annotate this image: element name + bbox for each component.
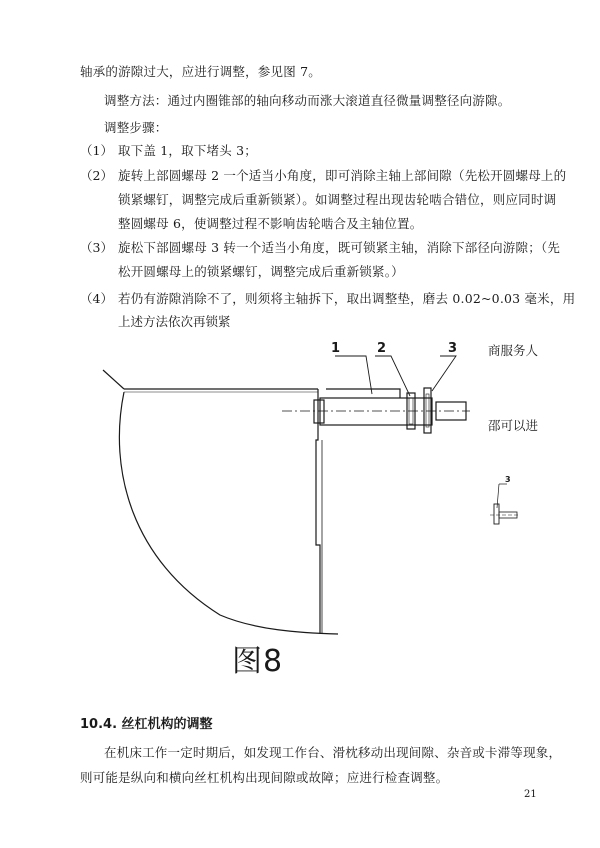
step1-number: （1） bbox=[80, 143, 113, 158]
shaft-end bbox=[436, 402, 466, 420]
step4-line1: 若仍有游隙消除不了，则须将主轴拆下，取出调整垫，磨去 0.02~0.03 毫米，用 bbox=[118, 291, 576, 306]
step3-line2: 松开圆螺母上的锁紧螺钉，调整完成后重新锁紧。） bbox=[118, 264, 404, 279]
nut-2 bbox=[407, 393, 415, 429]
label-3: 3 bbox=[448, 341, 458, 356]
inset-plug bbox=[494, 504, 499, 524]
step4-cut-line bbox=[118, 314, 538, 329]
label-1: 1 bbox=[331, 341, 341, 356]
step4-cut-text: 上述方法依次再锁紧 bbox=[118, 314, 231, 329]
side-text-top: 商服务人 bbox=[488, 343, 539, 358]
text-steps-title: 调整步骤： bbox=[104, 120, 168, 135]
housing-outline bbox=[119, 392, 338, 634]
shaft-body bbox=[320, 398, 432, 425]
section-para-line1: 在机床工作一定时期后，如发现工作台、滑枕移动出现间隙、杂音或卡滞等现象， bbox=[104, 745, 562, 760]
plug-3-inner bbox=[426, 394, 429, 427]
section-para-line2: 则可能是纵向和横向丝杠机构出现间隙或故障；应进行检查调整。 bbox=[80, 770, 449, 785]
housing-right-edge bbox=[316, 389, 320, 634]
inset-label: 3 bbox=[505, 475, 511, 484]
cap-outline bbox=[326, 389, 400, 398]
step3-number: （3） bbox=[80, 240, 113, 255]
step2-line2: 锁紧螺钉，调整完成后重新锁紧）。如调整过程出现齿轮啮合错位，则应同时调 bbox=[118, 192, 557, 207]
leader-2 bbox=[375, 356, 410, 396]
figure-caption: 图8 bbox=[232, 644, 284, 679]
page-number: 21 bbox=[524, 789, 537, 800]
step2-number: （2） bbox=[80, 168, 113, 183]
leader-3 bbox=[432, 356, 456, 391]
step4-number: （4） bbox=[80, 291, 113, 306]
inset-shaft bbox=[499, 512, 517, 518]
step2-line3: 整圆螺母 6，使调整过程不影响齿轮啮合及主轴位置。 bbox=[118, 216, 423, 231]
plug-3 bbox=[424, 388, 431, 433]
step1-text: 取下盖 1，取下堵头 3； bbox=[118, 143, 257, 158]
bushing-block bbox=[314, 400, 324, 423]
step2-line1: 旋转上部圆螺母 2 一个适当小角度，即可消除主轴上部间隙（先松开圆螺母上的 bbox=[118, 168, 567, 183]
text-line-bearing: 轴承的游隙过大，应进行调整，参见图 7。 bbox=[80, 64, 321, 79]
nut-2-inner bbox=[409, 398, 413, 424]
side-text-middle: 邵可以进 bbox=[488, 418, 539, 433]
text-adjust-method: 调整方法：通过内圈锥部的轴向移动而涨大滚道直径微量调整径向游隙。 bbox=[104, 93, 511, 108]
inset-leader-diag bbox=[497, 484, 499, 508]
label-2: 2 bbox=[377, 341, 387, 356]
leader-1 bbox=[335, 356, 372, 394]
housing-top-edge bbox=[103, 370, 124, 389]
section-heading: 10.4. 丝杠机构的调整 bbox=[80, 717, 213, 732]
step3-line1: 旋松下部圆螺母 3 转一个适当小角度，既可锁紧主轴，消除下部径向游隙；（先 bbox=[118, 240, 561, 255]
